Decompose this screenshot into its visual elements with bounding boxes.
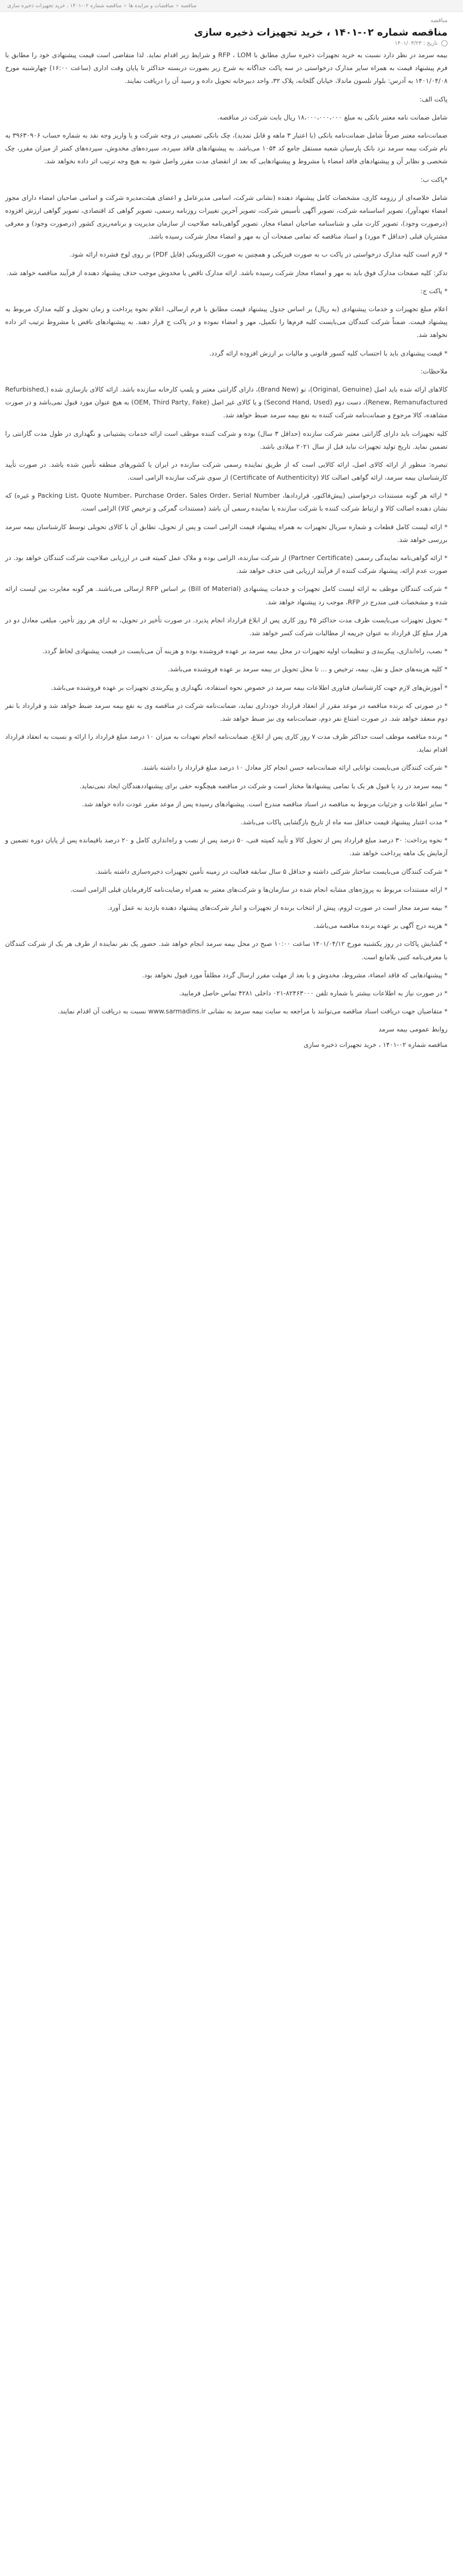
- body-paragraph: * بیمه سرمد مجاز است در صورت لزوم، پیش از انتخاب برنده از تجهیزات و انبار شرکت‌های پیشنهاد دهنده بازدید به عمل آورد.: [107, 903, 448, 911]
- body-paragraph: پاکت الف:: [419, 95, 448, 103]
- body-paragraph: تبصره: منظور از ارائه کالای اصل، ارائه کالایی است که از طریق نماینده رسمی شرکت سازنده در ایران یا کشورهای منطقه تأمین شده باشد. در صورت تأیید کارشناسان بیمه سرمد، ارائه گواهی اصالت کالا (Certificate of Authenticity) از سوی شرکت سازنده الزامی است.: [5, 460, 448, 482]
- article-body: [5, 48, 448, 1018]
- category-label[interactable]: مناقصه: [430, 17, 448, 24]
- body-paragraph: * آموزش‌های لازم جهت کارشناسان فناوری اطلاعات بیمه سرمد در خصوص نحوه استفاده، نگهداری و پیکربندی تجهیزات بر عهده فروشنده می‌باشد.: [51, 683, 448, 691]
- body-paragraph: بیمه سرمد در نظر دارد نسبت به خرید تجهیزات ذخیره سازی مطابق با RFP ، LOM و شرایط زیر اقدام نماید. لذا متقاضی است قیمت پیشنهادی خود را مطابق با فرم پیشنهاد قیمت به همراه سایر مدارک درخواستی در سه پاکت جداگانه به شرح زیر بصورت دربسته حداکثر تا پایان وقت اداری (ساعت ۱۶:۰۰) چهارشنبه مورخ ۱۴۰۱/۰۴/۰۸ به آدرس: بلوار نلسون ماندلا، خیابان گلخانه، پلاک ۳۲، واحد دبیرخانه تحویل داده و رسید آن را دریافت نمایند.: [5, 51, 448, 85]
- page-title: مناقصه شماره ۰۲-۱۴۰۱ ، خرید تجهیزات ذخیره سازی: [194, 27, 448, 38]
- body-paragraph: * نصب، راه‌اندازی، پیکربندی و تنظیمات اولیه تجهیزات در محل بیمه سرمد بر عهده فروشنده بوده و هزینه آن می‌بایست در قیمت پیشنهادی لحاظ گردد.: [42, 647, 448, 655]
- body-paragraph: * برنده مناقصه موظف است حداکثر ظرف مدت ۷ روز کاری پس از ابلاغ، ضمانت‌نامه انجام تعهدات به میزان ۱۰ درصد مبلغ قرارداد را ارائه و نسبت به انعقاد قرارداد اقدام نماید.: [5, 733, 448, 754]
- breadcrumb-current: مناقصه شماره ۰۲-۱۴۰۱ ، خرید تجهیزات ذخیره سازی: [7, 3, 122, 9]
- body-paragraph: اعلام مبلغ تجهیزات و خدمات پیشنهادی (به ریال) بر اساس جدول پیشنهاد قیمت مطابق با فرم ارسالی، اعلام نحوه پرداخت و زمان تحویل و کلیه مدارک مربوط به پیشنهاد قیمت. ضمناً شرکت کنندگان می‌بایست کلیه فرم‌ها را تکمیل، مهر و امضاء نموده و در پاکت ج قرار دهند. به پیشنهادهای ناقص یا مشروط ترتیب اثر داده نخواهد شد.: [5, 305, 448, 339]
- breadcrumb: [0, 0, 463, 12]
- body-paragraph: * ارائه مستندات مربوط به پروژه‌های مشابه انجام شده در سازمان‌ها و شرکت‌های معتبر به همراه رضایت‌نامه کارفرمایان قبلی الزامی است.: [70, 885, 448, 893]
- body-paragraph: * لازم است کلیه مدارک درخواستی در پاکت ب به صورت فیزیکی و همچنین به صورت الکترونیکی (فایل PDF) بر روی لوح فشرده ارائه شود.: [70, 250, 448, 259]
- breadcrumb-separator: «: [175, 3, 179, 9]
- body-paragraph: * تحویل تجهیزات می‌بایست ظرف مدت حداکثر ۴۵ روز کاری پس از ابلاغ قرارداد انجام پذیرد. در صورت تأخیر در تحویل، به ازای هر روز تأخیر، مبلغی معادل دو در هزار مبلغ کل قرارداد به عنوان جریمه از مطالبات شرکت کسر خواهد شد.: [5, 616, 448, 637]
- footer-title: مناقصه شماره ۰۲-۱۴۰۱ ، خرید تجهیزات ذخیره سازی: [303, 1041, 448, 1049]
- body-paragraph: * شرکت کنندگان موظف به ارائه لیست کامل تجهیزات و خدمات پیشنهادی (Bill of Material) بر اساس RFP ارسالی می‌باشند. هر گونه مغایرت بین لیست ارائه شده و مشخصات فنی مندرج در RFP، موجب رد پیشنهاد خواهد شد.: [5, 585, 448, 606]
- body-paragraph: * در صورتی که برنده مناقصه در موعد مقرر از انعقاد قرارداد خودداری نماید، ضمانت‌نامه شرکت در مناقصه وی به نفع بیمه سرمد ضبط خواهد شد و قرارداد با نفر دوم منعقد خواهد شد. در صورت امتناع نفر دوم، ضمانت‌نامه وی نیز ضبط خواهد شد.: [5, 701, 448, 722]
- closing-signature: روابط عمومی بیمه سرمد: [378, 1025, 448, 1033]
- body-paragraph: کلیه تجهیزات باید دارای گارانتی معتبر شرکت سازنده (حداقل ۳ سال) بوده و شرکت کننده موظف است ارائه خدمات پشتیبانی و نگهداری در طول مدت گارانتی را تضمین نماید. تاریخ تولید تجهیزات نباید قبل از سال ۲۰۲۱ میلادی باشد.: [5, 429, 448, 450]
- breadcrumb-section[interactable]: مناقصات و مزایده ها: [128, 3, 174, 9]
- body-paragraph: * کلیه هزینه‌های حمل و نقل، بیمه، ترخیص و ... تا محل تحویل در بیمه سرمد بر عهده فروشنده می‌باشد.: [168, 665, 448, 673]
- breadcrumb-home[interactable]: مناقصه: [180, 3, 197, 9]
- body-paragraph: *پاکت ب:: [420, 175, 448, 183]
- body-paragraph: * ارائه گواهی‌نامه نمایندگی رسمی (Partner Certificate) از شرکت سازنده، الزامی بوده و ملاک عمل کمیته فنی در ارزیابی صلاحیت شرکت کنندگان خواهد بود. در صورت عدم ارائه، پیشنهاد شرکت کننده از فرآیند ارزیابی فنی حذف خواهد شد.: [5, 554, 448, 575]
- body-paragraph: * ارائه هر گونه مستندات درخواستی (پیش‌فاکتور، قراردادها، Packing List، Quote Number، Purchase Order، Sales Order، Serial Number و غیره) که نشان دهنده اصالت کالا و ارتباط شرکت کننده با شرکت سازنده یا نماینده رسمی آن باشد (مستندات گمرکی و ترخیص کالا) الزامی است.: [5, 492, 448, 513]
- body-paragraph: ضمانت‌نامه معتبر صرفاً شامل ضمانت‌نامه بانکی (با اعتبار ۳ ماهه و قابل تمدید)، چک بانکی تضمینی در وجه شرکت و یا واریز وجه نقد به شماره حساب ۳۹۶۳۰۹۰۶ به نام شرکت بیمه سرمد نزد بانک پارسیان شعبه مستقل جامع کد ۱۰۵۴ می‌باشد. به پیشنهادهای فاقد سپرده، سپرده‌های مخدوش، سپرده‌های کمتر از میزان مقرر، چک شخصی و نظایر آن و پیشنهادهای فاقد امضاء یا مشروط و پیشنهادهایی که بعد از انقضای مدت مقرر واصل شود به هیچ وجه ترتیب اثر داده نخواهد شد.: [5, 131, 448, 165]
- body-paragraph: ملاحظات:: [420, 367, 448, 375]
- body-paragraph: کالاهای ارائه شده باید اصل (Original, Genuine)، نو (Brand New)، دارای گارانتی معتبر و پلمپ کارخانه سازنده باشد. ارائه کالای بازسازی شده (Refurbished, Renew, Remanufactured)، دست دوم (Second Hand, Used) و یا کالای غیر اصل (OEM, Third Party, Fake) به هیچ عنوان مورد قبول نمی‌باشد و در صورت مشاهده، کالا مرجوع و ضمانت‌نامه شرکت کننده به نفع بیمه سرمد ضبط خواهد شد.: [5, 385, 448, 419]
- clock-icon: [441, 40, 448, 46]
- body-paragraph: * ارائه لیست کامل قطعات و شماره سریال تجهیزات به همراه پیشنهاد قیمت الزامی است و پس از تحویل، تطابق آن با کالای تحویلی توسط کارشناسان بیمه سرمد بررسی خواهد شد.: [5, 522, 448, 544]
- body-paragraph: * پاکت ج:: [420, 286, 448, 295]
- body-paragraph: * نحوه پرداخت: ۳۰ درصد مبلغ قرارداد پس از تحویل کالا و تأیید کمیته فنی، ۵۰ درصد پس از نصب و راه‌اندازی کامل و ۲۰ درصد باقیمانده پس از پایان دوره تضمین و آزمایش یک ماهه پرداخت خواهد شد.: [5, 836, 448, 857]
- body-paragraph: * مدت اعتبار پیشنهاد قیمت حداقل سه ماه از تاریخ بازگشایی پاکات می‌باشد.: [241, 818, 448, 826]
- body-paragraph: * قیمت پیشنهادی باید با احتساب کلیه کسور قانونی و مالیات بر ارزش افزوده ارائه گردد.: [209, 349, 448, 357]
- body-paragraph: شامل خلاصه‌ای از رزومه کاری، مشخصات کامل پیشنهاد دهنده (نشانی شرکت، اسامی مدیرعامل و اعضای هیئت‌مدیره شرکت و اسامی صاحبان امضاء دارای مجوز امضاء تعهدآور)، تصویر اساسنامه شرکت، تصویر آگهی تأسیس شرکت، تصویر آخرین تغییرات روزنامه رسمی، تصویر گواهی کد اقتصادی، تصویر گواهی ارزش افزوده (درصورت وجود)، تصویر کارت ملی و شناسنامه صاحبان امضاء مجاز، تصویر گواهی‌نامه صلاحیت از سازمان مدیریت و برنامه‌ریزی کشور (درصورت وجود) و معرفی مشتریان قبلی (حداقل ۳ مورد) و اسناد مناقصه که تمامی صفحات آن به مهر و امضاء مجاز شرکت رسیده باشد.: [5, 193, 448, 241]
- body-paragraph: * سایر اطلاعات و جزئیات مربوط به مناقصه در اسناد مناقصه مندرج است. پیشنهادهای رسیده پس از موعد مقرر عودت داده خواهد شد.: [81, 800, 448, 808]
- body-paragraph: * متقاضیان جهت دریافت اسناد مناقصه می‌توانند با مراجعه به سایت بیمه سرمد به نشانی www.sarmadins.ir نسبت به دریافت آن اقدام نمایند.: [58, 1007, 448, 1015]
- body-paragraph: * شرکت کنندگان می‌بایست ساختار شرکتی داشته و حداقل ۵ سال سابقه فعالیت در زمینه تأمین تجهیزات ذخیره‌سازی داشته باشند.: [95, 867, 448, 875]
- body-paragraph: * پیشنهادهایی که فاقد امضاء، مشروط، مخدوش و یا بعد از مهلت مقرر ارسال گردد مطلقاً مورد قبول نخواهد بود.: [142, 971, 448, 979]
- body-paragraph: * هزینه درج آگهی بر عهده برنده مناقصه می‌باشد.: [313, 922, 448, 930]
- body-paragraph: * شرکت کنندگان می‌بایست توانایی ارائه ضمانت‌نامه حسن انجام کار معادل ۱۰ درصد مبلغ قرارداد را داشته باشند.: [141, 764, 448, 772]
- body-paragraph: * بیمه سرمد در رد یا قبول هر یک یا تمامی پیشنهادها مختار است و شرکت در مناقصه هیچگونه حقی برای پیشنهاددهندگان ایجاد نمی‌نماید.: [79, 782, 448, 790]
- body-paragraph: تذکر: کلیه صفحات مدارک فوق باید به مهر و امضاء مجاز شرکت رسیده باشد. ارائه مدارک ناقص یا مخدوش موجب حذف پیشنهاد دهنده از فرآیند مناقصه خواهد شد.: [6, 268, 448, 277]
- body-paragraph: شامل ضمانت نامه معتبر بانکی به مبلغ ۱۸،۰۰۰،۰۰۰،۰۰۰ ریال بابت شرکت در مناقصه.: [217, 113, 448, 121]
- body-paragraph: * در صورت نیاز به اطلاعات بیشتر با شماره تلفن ۸۲۴۶۳۰۰۰-۰۲۱ داخلی ۴۲۸۱ تماس حاصل فرمایید.: [179, 989, 448, 997]
- publish-date-text: تاریخ : ۱۴۰۱/۰۳/۲۳: [394, 40, 438, 46]
- body-paragraph: * گشایش پاکات در روز یکشنبه مورخ ۱۴۰۱/۰۴/۱۲ ساعت ۱۰:۰۰ صبح در محل بیمه سرمد انجام خواهد شد. حضور یک نفر نماینده از طرف هر یک از شرکت کنندگان با معرفی‌نامه کتبی بلامانع است.: [5, 940, 448, 961]
- article: [0, 12, 453, 1059]
- breadcrumb-separator: «: [123, 3, 127, 9]
- publish-date: [5, 40, 448, 46]
